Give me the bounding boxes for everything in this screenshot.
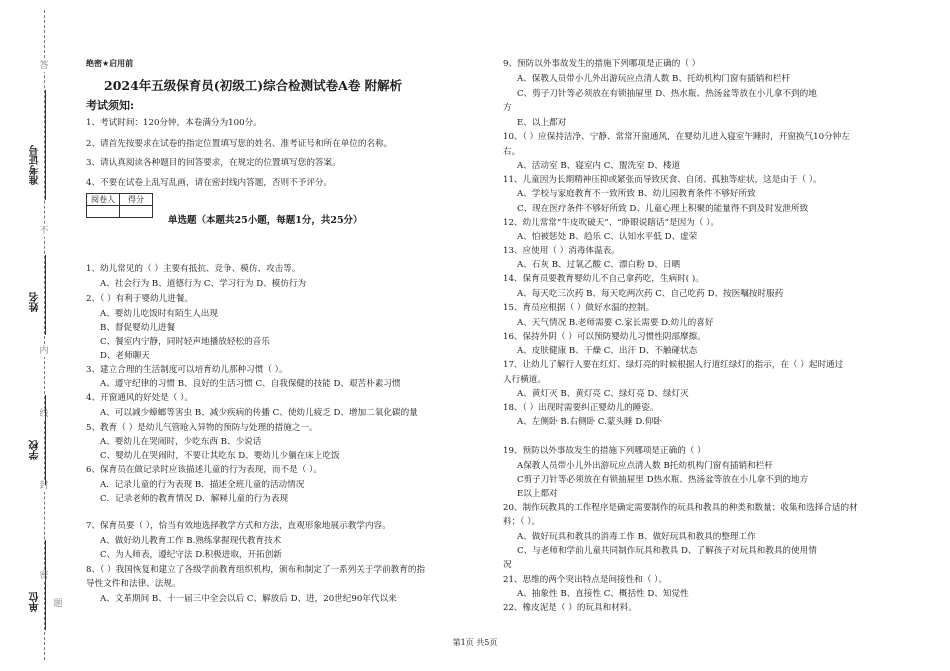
score-table [86,193,153,218]
question-line: 14、保育员要教育婴幼儿不自己拿药吃，生病时( )。 [503,274,704,284]
score-table-grader-cell[interactable] [87,206,120,218]
question-line: A、天气情况 B.老师需要 C.家长需要 D.幼儿的喜好 [517,318,714,328]
notice-item: 2、请首先按要求在试卷的指定位置填写您的姓名、准考证号和所在单位的名称。 [86,139,393,149]
question-line: A、每天吃三次药 B、每天吃两次药 C、自己吃药 D、按医嘱按时服药 [517,289,784,299]
question-line: A、学校与家庭教育不一致所致 B、幼儿园教育条件不够好所致 [517,189,756,199]
question-line: 15、育员应根据（ ）做好水温的控制。 [503,303,655,313]
question-line: A、文革期间 B、十一届三中全会以后 C、解放后 D、进，20世纪90年代以来 [100,594,397,604]
question-line: C．记录老师的教育情况 D．解释儿童的行为表现 [100,494,289,504]
notice-item: 3、请认真阅读各种题目的回答要求，在规定的位置填写您的答案。 [86,158,341,168]
unit-field[interactable] [45,540,58,630]
question-line: A、可以减少蟑螂等害虫 B、减少疾病的传播 C、使幼儿疲乏 D、增加二氧化碳的量 [100,408,418,418]
section-heading: 单选题（本题共25小题，每题1分，共25分） [168,215,363,226]
question-line: 1、幼儿常见的（ ）主要有抵抗、竞争、模仿、攻击等。 [86,264,301,274]
secret-mark: 绝密★启用前 [86,59,134,68]
question-line: C剪子刀针等必须放在有锁抽屉里 D热水瓶、热汤盆等放在小儿拿不到的地方 [517,475,809,485]
page-footer: 第1页 共5页 [452,638,498,647]
question-line: 20、制作玩教具的工作程序是确定需要制作的玩具和教具的种类和数量；收集和选择合适的材 [503,503,858,513]
question-line: 右。 [503,147,521,157]
question-line: 12、幼儿常常“牛皮吹破天”、“睁眼说瞎话”是因为（ ）。 [503,218,720,228]
notice-heading: 考试须知: [86,99,135,112]
question-line: 6、保育员在做记录时应该描述儿童的行为表现，而不是（ ）。 [86,465,322,475]
question-line: A、黄灯灭 B、黄灯亮 C、绿灯亮 D、绿灯灭 [517,389,689,399]
question-line: A、皮肤健康 B、干燥 C、出汗 D、不触碰状态 [517,346,698,356]
label-name: 姓名 [30,292,41,312]
question-line: E、以上都对 [517,118,567,128]
question-line: A、怕被惩处 B、趋乐 C、认知水平低 D、虚荣 [517,232,698,242]
question-line: 导性文件和法律、法规。 [86,579,181,589]
notice-item: 1、考试时间：120分钟，本卷满分为100分。 [86,118,262,128]
question-line: A、抽象性 B、直接性 C、概括性 D、知觉性 [517,589,689,599]
margin-char-bottom: 题 [53,599,63,609]
question-line: 18、（ ）出现时需要纠正婴幼儿的睡姿。 [503,403,659,413]
binding-margin [0,0,70,671]
question-line: 11、儿童因为长期精神压抑或紧张而导致厌食、自闭、孤独等症状，这是由于（ ）。 [503,175,822,185]
question-line: A、做好幼儿教育工作 B.熟练掌握现代教育技术 [100,536,282,546]
label-unit: 单位 [30,592,41,612]
question-line: C、餐室内宁静，同时轻声地播放轻松的音乐 [100,337,270,347]
question-line: A．记录儿童的行为表现 B．描述全班儿童的活动情况 [100,480,305,490]
question-line: B、督促婴幼儿进餐 [100,323,176,333]
question-line: A保教人员带小儿外出游玩应点清人数 B托幼机构门窗有插销和栏杆 [517,461,773,471]
exam-number-field[interactable] [45,90,58,200]
question-line: C、与老师和学前儿童共同制作玩具和教具 D、了解孩子对玩具和教具的使用情 [517,546,817,556]
question-line: 8、（ ）我国恢复和建立了各级学前教育组织机构，颁布和制定了一系列关于学前教育的指 [86,565,426,575]
question-line: 4、开窗通风的好处是（ ）。 [86,393,194,403]
school-field[interactable] [45,395,58,485]
label-school: 学校 [30,440,41,460]
margin-char: 内 [39,346,49,356]
score-table-grader: 阅卷人 [87,194,120,206]
margin-char: 答 [39,61,49,71]
question-line: A、活动室 B、寝室内 C、盥洗室 D、楼道 [517,161,681,171]
question-line: E以上都对 [517,489,558,499]
label-exam-number: 准考证号 [30,145,41,185]
question-line: A、石灰 B、过氧乙酸 C、漂白粉 D、日晒 [517,260,681,270]
question-line: A、社会行为 B、道德行为 C、学习行为 D、模仿行为 [100,279,307,289]
score-table-score: 得分 [120,194,153,206]
page-title: 2024年五级保育员(初级工)综合检测试卷A卷 附解析 [104,78,403,93]
question-line: C、剪子刀针等必须放在有锁抽屉里 D、热水瓶、热汤盆等放在小儿拿不到的地 [517,89,817,99]
score-table-score-cell[interactable] [120,206,153,218]
question-line: A、做好玩具和教具的消毒工作 B、做好玩具和教具的整理工作 [517,532,756,542]
question-line: C、现在医疗条件不够好所致 D、儿童心理上积聚的能量得不到及时发泄所致 [517,204,809,214]
question-line: A、左侧卧 B.右侧卧 C.蒙头睡 D.仰卧 [517,417,662,427]
margin-char: 线 [39,409,49,419]
question-line: 16、保持外阴（ ）可以预防婴幼儿习惯性阴部摩擦。 [503,332,706,342]
margin-char: 封 [39,481,49,491]
question-line: A、保教人员带小儿外出游玩应点清人数 B、托幼机构门窗有插销和栏杆 [517,74,791,84]
question-line: C、婴幼儿在哭闹时，不要让其吃东 D、婴幼儿少躺在床上吃饭 [100,451,340,461]
question-line: 5、教育（ ）是幼儿气管呛入异物的预防与处理的措施之一。 [86,423,318,433]
question-line: 7、保育员要（ ），恰当有效地选择教学方式和方法，直观形象地展示教学内容。 [86,521,391,531]
question-line: D、老师聊天 [100,351,150,361]
question-line: C、为人师表，遵纪守法 D.积极进取，开拓创新 [100,550,282,560]
question-line: 17、让幼儿了解行人要在红灯、绿灯亮的时候根据人行道红绿灯的指示，在（ ）起时通过 [503,360,844,370]
question-line: A、婴幼儿在哭闹时，少吃东西 B、少说话 [100,437,262,447]
question-line: 13、应使用（ ）消毒体温表。 [503,246,620,256]
question-line: A、婴幼儿吃饭时有陌生人出现 [100,309,218,319]
question-line: 19、预防以外事故发生的措施下列哪项是正确的（ ） [503,446,706,456]
notice-item: 4、不要在试卷上乱写乱画，请在密封线内答题，否则不予评分。 [86,178,333,188]
question-line: 3、建立合理的生活制度可以培育幼儿那种习惯（ ）。 [86,365,288,375]
question-line: 2、（ ）有利于婴幼儿进餐。 [86,294,194,304]
margin-char: 不 [39,226,49,236]
question-line: 料；（ ）。 [503,517,541,527]
question-line: 21、思维的两个突出特点是间接性和（ ）。 [503,575,668,585]
question-line: 9、预防以外事故发生的措施下列哪项是正确的（ ） [503,59,701,69]
question-line: A、遵守纪律的习惯 B、良好的生活习惯 C、自我保健的技能 D、艰苦朴素习惯 [100,379,401,389]
margin-char: 密 [39,571,49,581]
question-line: 人行横道。 [503,375,546,385]
question-line: 况 [503,560,512,570]
name-field[interactable] [45,255,58,335]
question-line: 22、橡皮泥是（ ）的玩具和材料。 [503,603,637,613]
question-line: 10、（ ）应保持洁净、宁静、常常开窗通风，在婴幼儿进入寝室午睡时，开窗换气10分钟左 [503,132,850,142]
question-line: 方 [503,103,512,113]
